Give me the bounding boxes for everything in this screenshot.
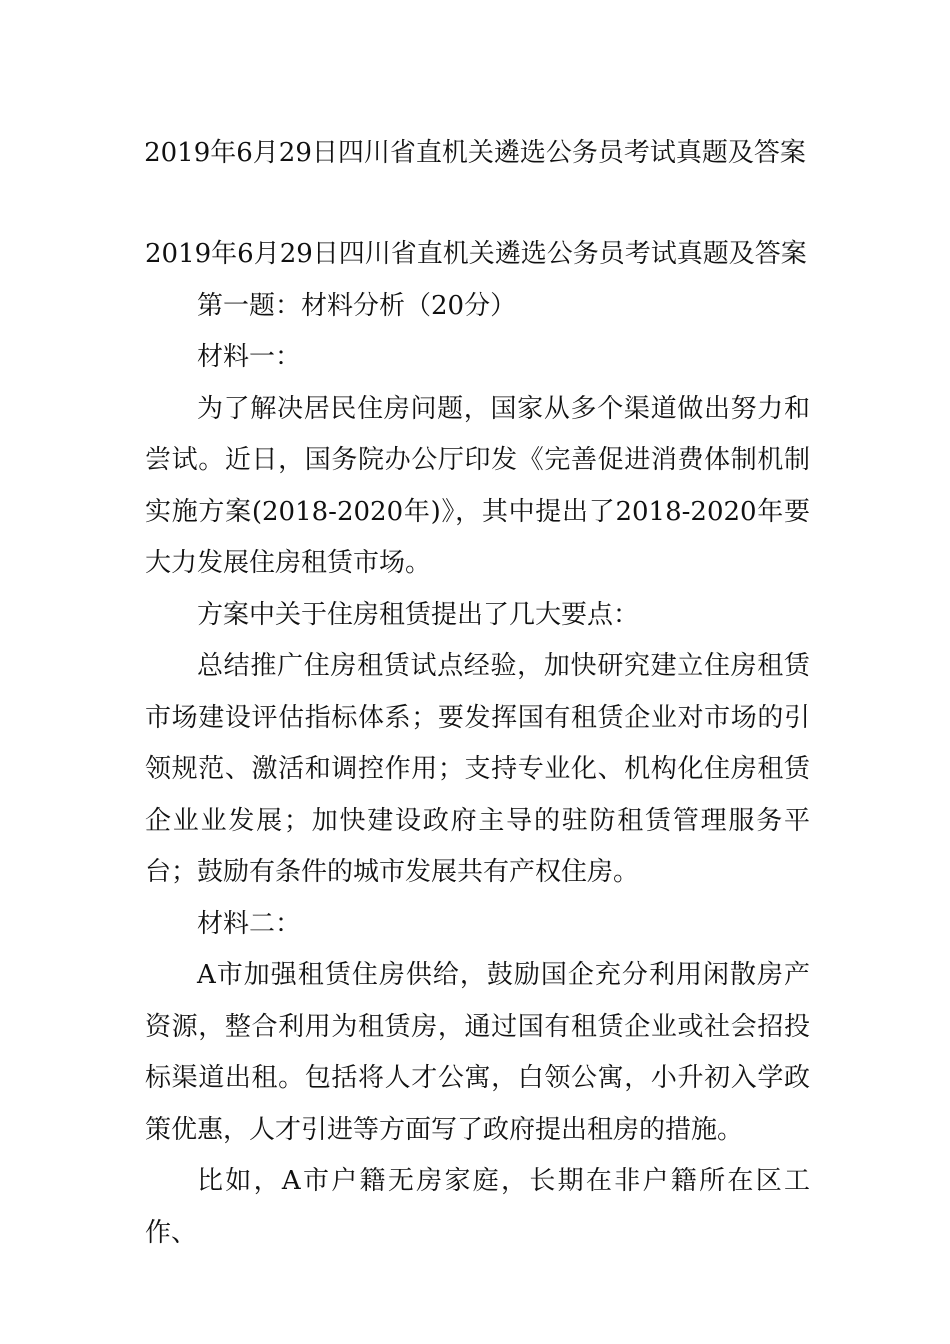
paragraph-material-two-label: 材料二： (197, 908, 302, 939)
document-title: 2019年6月29日四川省直机关遴选公务员考试真题及答案 (144, 138, 806, 168)
paragraph-material-one-label: 材料一： (197, 342, 302, 372)
paragraph-repeated-title: 2019年6月29日四川省直机关遴选公务员考试真题及答案 (145, 239, 807, 269)
paragraph-material-two-text: A市加强租赁住房供给，鼓励国企充分利用闲散房产资源，整合利用为租赁房，通过国有租赁企业或社会招投标渠道出租。包括将人才公寓，白领公寓，小升初入学政策优惠，人才引进等方面写了政府提出租房的措施。 (145, 960, 810, 1145)
paragraph-example: 比如，A市户籍无房家庭，长期在非户籍所在区工作、 (145, 1166, 810, 1248)
paragraph-material-one-text: 为了解决居民住房问题，国家从多个渠道做出努力和尝试。近日，国务院办公厅印发《完善促进消费体制机制实施方案(2018-2020年)》，其中提出了2018-2020年要大力发展住房租赁市场。 (145, 393, 810, 578)
paragraph-key-points-intro: 方案中关于住房租赁提出了几大要点： (197, 599, 640, 630)
document-body (145, 229, 810, 1259)
paragraph-key-points: 总结推广住房租赁试点经验，加快研究建立住房租赁市场建设评估指标体系；要发挥国有租赁企业对市场的引领规范、激活和调控作用；支持专业化、机构化住房租赁企业业发展；加快建设政府主导的驻防租赁管理服务平台；鼓励有条件的城市发展共有产权住房。 (145, 651, 810, 887)
paragraph-question-heading: 第一题：材料分析（20分） (197, 290, 517, 321)
